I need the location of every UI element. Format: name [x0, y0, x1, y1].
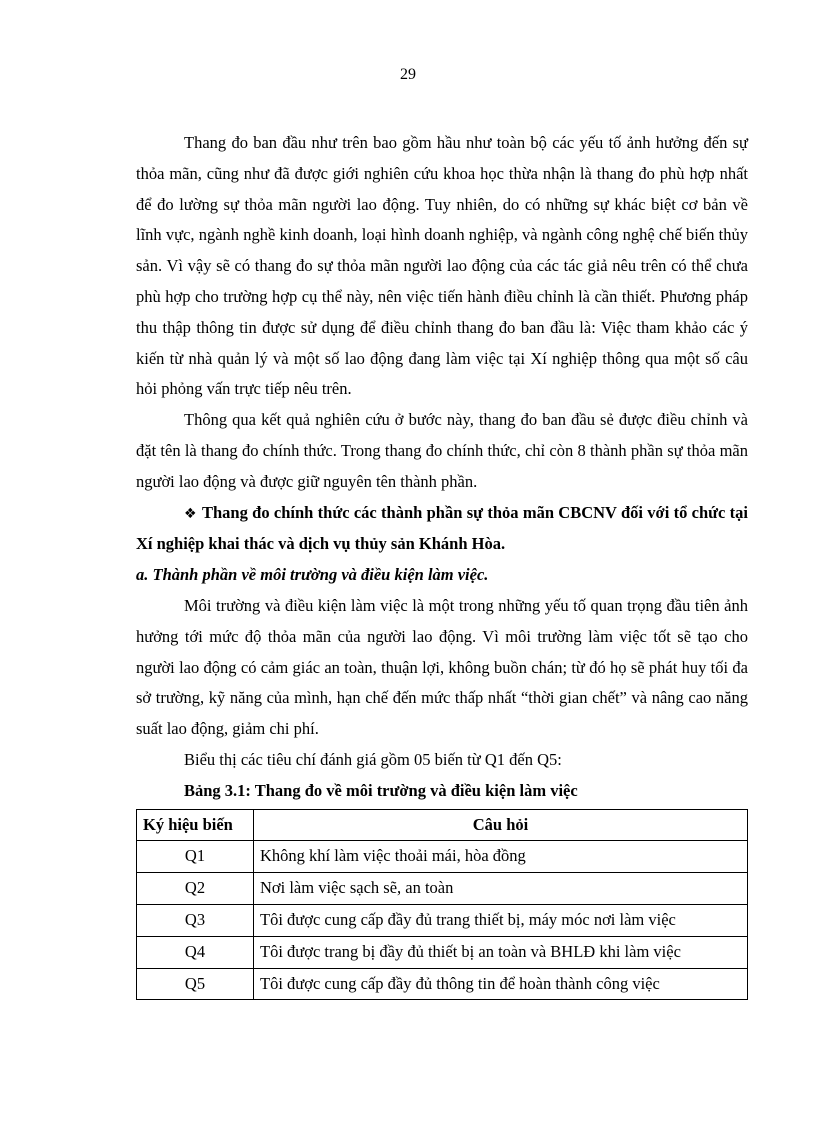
header-question: Câu hỏi	[254, 809, 748, 841]
header-variable-code: Ký hiệu biến	[137, 809, 254, 841]
table-row	[137, 936, 748, 968]
section-title: a. Thành phần về môi trường và điều kiện làm việc.	[136, 565, 489, 585]
variable-code-cell: Q2	[137, 873, 254, 905]
variable-code-cell: Q4	[137, 936, 254, 968]
paragraph-official-scale: Thông qua kết quả nghiên cứu ở bước này, thang đo ban đầu sẻ được điều chỉnh và đặt tên là thang đo chính thức. Trong thang đo chính thức, chỉ còn 8 thành phần sự thỏa mãn người lao động và được giữ nguyên tên thành phần.	[136, 410, 748, 491]
table-row	[137, 904, 748, 936]
variable-code-cell: Q5	[137, 968, 254, 1000]
paragraph-initial-scale: Thang đo ban đầu như trên bao gồm hầu như toàn bộ các yếu tố ảnh hưởng đến sự thỏa mãn, cũng như đã được giới nghiên cứu khoa học thừa nhận là thang đo phù hợp nhất để đo lường sự thỏa mãn người lao động. Tuy nhiên, do có những sự khác biệt cơ bản về lĩnh vực, ngành nghề kinh doanh, loại hình doanh nghiệp, và ngành công nghệ chế biến thủy sản. Vì vậy sẽ có thang đo sự thỏa mãn người lao động của các tác giả nêu trên có thể chưa phù hợp cho trường hợp cụ thể này, nên việc tiến hành điều chỉnh là cần thiết. Phương pháp thu thập thông tin được sử dụng để điều chỉnh thang đo ban đầu là: Việc tham khảo các ý kiến từ nhà quản lý và một số lao động đang làm việc tại Xí nghiệp thông qua một số câu hỏi phỏng vấn trực tiếp nêu trên.	[136, 133, 748, 399]
question-cell: Tôi được cung cấp đầy đủ trang thiết bị, máy móc nơi làm việc	[254, 904, 748, 936]
variable-code-cell: Q3	[137, 904, 254, 936]
official-scale-heading-text: Thang đo chính thức các thành phần sự thỏa mãn CBCNV đối với tổ chức tại Xí nghiệp khai thác và dịch vụ thủy sản Khánh Hòa.	[136, 502, 748, 554]
variable-code-cell: Q1	[137, 841, 254, 873]
question-cell: Không khí làm việc thoải mái, hòa đồng	[254, 841, 748, 873]
question-cell: Nơi làm việc sạch sẽ, an toàn	[254, 873, 748, 905]
table-caption: Bảng 3.1: Thang đo về môi trường và điều kiện làm việc	[184, 780, 578, 800]
official-scale-heading	[136, 498, 748, 561]
question-cell: Tôi được trang bị đầy đủ thiết bị an toàn và BHLĐ khi làm việc	[254, 936, 748, 968]
document-body	[136, 128, 748, 1000]
question-cell: Tôi được cung cấp đầy đủ thông tin để hoàn thành công việc	[254, 968, 748, 1000]
variables-table	[136, 809, 748, 1001]
paragraph-work-environment: Môi trường và điều kiện làm việc là một trong những yếu tố quan trọng đầu tiên ảnh hưởng tới mức độ thỏa mãn của người lao động. Vì môi trường làm việc tốt sẽ tạo cho người lao động có cảm giác an toàn, thuận lợi, không buồn chán; từ đó họ sẽ phát huy tối đa sở trường, kỹ năng của mình, hạn chế đến mức thấp nhất “thời gian chết” và nâng cao năng suất lao động, giảm chi phí.	[136, 595, 748, 739]
page-number: 29	[400, 66, 416, 83]
table-header-row	[137, 809, 748, 841]
paragraph-criteria-intro: Biểu thị các tiêu chí đánh giá gồm 05 biến từ Q1 đến Q5:	[184, 749, 562, 769]
table-row	[137, 968, 748, 1000]
table-row	[137, 841, 748, 873]
table-row	[137, 873, 748, 905]
diamond-bullet-icon: ❖	[184, 505, 197, 522]
